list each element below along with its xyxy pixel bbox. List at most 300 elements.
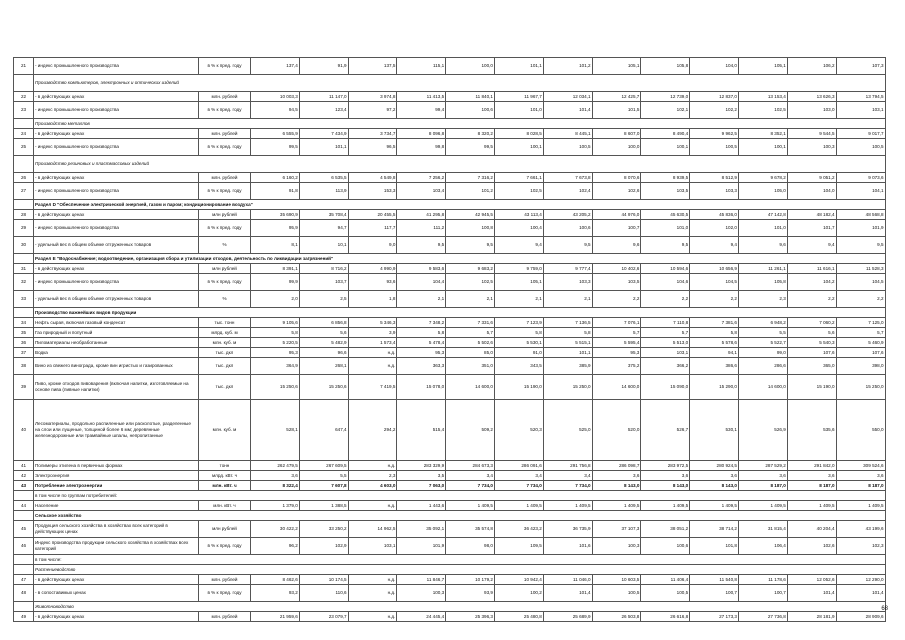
value-cell: 30 422,2 (251, 521, 300, 538)
value-cell: 286,6 (738, 358, 787, 375)
table-row (14, 400, 886, 461)
row-label-cell: Пиломатериалы необработанные (34, 338, 199, 348)
row-number-cell: 28 (14, 210, 34, 220)
value-cell: 102,6 (787, 538, 836, 555)
table-row (14, 602, 886, 612)
value-cell: 3,6 (251, 471, 300, 481)
value-cell: 5 530,1 (494, 338, 543, 348)
value-cell: 520,3 (494, 400, 543, 461)
value-cell: 8 512,9 (690, 173, 739, 183)
value-cell: 104,0 (787, 183, 836, 200)
page-number: 68 (881, 606, 888, 612)
value-cell: 7 734,0 (446, 481, 495, 491)
value-cell: 5 478,4 (397, 338, 446, 348)
value-cell: 2,1 (494, 291, 543, 308)
row-label-cell: - в действующих ценах (34, 92, 199, 102)
value-cell: 4 603,0 (348, 481, 397, 491)
value-cell: 291 842,0 (787, 461, 836, 471)
value-cell: 26 503,8 (592, 612, 641, 622)
table-row (14, 471, 886, 481)
unit-cell: млн рублей (199, 210, 251, 220)
row-number-cell: 26 (14, 173, 34, 183)
value-cell: 5,8 (397, 328, 446, 338)
value-cell: 100,7 (592, 220, 641, 237)
table-row (14, 461, 886, 471)
value-cell: 102,5 (738, 102, 787, 119)
value-cell: 9 073,6 (836, 173, 885, 183)
row-number-cell: 42 (14, 471, 34, 481)
value-cell: 9 544,5 (787, 129, 836, 139)
table-row (14, 575, 886, 585)
table-row (14, 119, 886, 129)
value-cell: 7 063,0 (397, 481, 446, 491)
value-cell: 11 046,0 (543, 575, 592, 585)
value-cell: 107,3 (836, 58, 885, 75)
value-cell: 100,0 (592, 139, 641, 156)
value-cell: 3,6 (787, 471, 836, 481)
value-cell: 100,5 (836, 139, 885, 156)
row-label-cell: Производство резиновых и пластмассовых изделий (34, 156, 886, 173)
unit-cell: в % к пред. году (199, 585, 251, 602)
value-cell: 9,6 (738, 237, 787, 254)
unit-cell: тыс. дкл (199, 375, 251, 400)
value-cell: 44 976,0 (592, 210, 641, 220)
value-cell: 284 673,3 (446, 461, 495, 471)
value-cell: 9 678,2 (738, 173, 787, 183)
value-cell: 528,1 (251, 400, 300, 461)
unit-cell: % (199, 291, 251, 308)
table-row (14, 264, 886, 274)
value-cell: 5,8 (251, 328, 300, 338)
table-row (14, 139, 886, 156)
row-number-cell (14, 254, 34, 264)
value-cell: 7 734,0 (543, 481, 592, 491)
row-number-cell (14, 119, 34, 129)
value-cell: 7 256,2 (397, 173, 446, 183)
value-cell: 286 091,6 (494, 461, 543, 471)
value-cell: 94,7 (299, 220, 348, 237)
value-cell: 101,6 (543, 538, 592, 555)
value-cell: 15 090,0 (641, 375, 690, 400)
value-cell: 283 329,9 (397, 461, 446, 471)
value-cell: 95,9 (251, 220, 300, 237)
row-label-cell: Нефть сырая, включая газовый конденсат (34, 318, 199, 328)
value-cell: 10 603,5 (592, 575, 641, 585)
value-cell: 2,2 (592, 291, 641, 308)
value-cell: 100,1 (641, 139, 690, 156)
table-row (14, 501, 886, 511)
row-label-cell: - в действующих ценах (34, 129, 199, 139)
row-label-cell: Производство компьютеров, электронных и оптических изделий (34, 75, 886, 92)
value-cell: 12 837,0 (690, 92, 739, 102)
value-cell: 10 594,6 (641, 264, 690, 274)
row-label-cell: - в сопоставимых ценах (34, 585, 199, 602)
value-cell: 1 409,5 (641, 501, 690, 511)
value-cell: 3,6 (690, 471, 739, 481)
value-cell: 8 143,0 (690, 481, 739, 491)
row-label-cell: - в действующих ценах (34, 612, 199, 622)
row-label-cell: - в действующих ценах (34, 173, 199, 183)
value-cell: 515,4 (397, 400, 446, 461)
value-cell: 94,5 (251, 102, 300, 119)
value-cell: 2,1 (543, 291, 592, 308)
value-cell: 525,0 (543, 400, 592, 461)
row-number-cell: 41 (14, 461, 34, 471)
value-cell: 526,7 (641, 400, 690, 461)
table-body (14, 58, 886, 622)
row-label-cell: Сельское хозяйство (34, 511, 886, 521)
value-cell: 8 187,0 (787, 481, 836, 491)
row-label-cell: Производство важнейших видов продукции (34, 308, 886, 318)
value-cell: 9,5 (446, 237, 495, 254)
value-cell: 101,2 (446, 183, 495, 200)
value-cell: 11 616,1 (787, 264, 836, 274)
value-cell: 100,3 (787, 139, 836, 156)
row-number-cell: 22 (14, 92, 34, 102)
row-label-cell: Индекс производства продукции сельского хозяйства в хозяйствах всех категорий (34, 538, 199, 555)
unit-cell: млн. рублей (199, 612, 251, 622)
value-cell: 5,5 (299, 471, 348, 481)
row-label-cell: Лесоматериалы, продольно распиленные или расколотые, разделенные на слои или лущеные, толщиной более 6 мм; деревянные железнодорожные или трамвайные шпалы, непропитанные (34, 400, 199, 461)
row-number-cell: 25 (14, 139, 34, 156)
table-row (14, 129, 886, 139)
value-cell: 95,3 (251, 348, 300, 358)
value-cell: 101,9 (397, 538, 446, 555)
row-label-cell: - удельный вес в общем объеме отгруженных товаров (34, 237, 199, 254)
value-cell: 5 346,3 (348, 318, 397, 328)
value-cell: 95,3 (397, 348, 446, 358)
value-cell: 8 187,0 (738, 481, 787, 491)
value-cell: 31 815,4 (738, 521, 787, 538)
value-cell: 550,0 (836, 400, 885, 461)
value-cell: 21 959,6 (251, 612, 300, 622)
row-label-cell: - в действующих ценах (34, 575, 199, 585)
value-cell: 283 972,5 (641, 461, 690, 471)
value-cell: 11 147,0 (299, 92, 348, 102)
row-label-cell: Полимеры этилена в первичных формах (34, 461, 199, 471)
value-cell: 41 295,8 (397, 210, 446, 220)
row-label-cell: - в действующих ценах (34, 264, 199, 274)
table-row (14, 210, 886, 220)
value-cell: 8 322,4 (251, 481, 300, 491)
row-label-cell: Животноводство (34, 602, 886, 612)
value-cell: 5 513,0 (641, 338, 690, 348)
value-cell: 2,5 (299, 291, 348, 308)
value-cell: 1 409,5 (836, 501, 885, 511)
value-cell: 535,6 (787, 400, 836, 461)
value-cell: 100,5 (641, 585, 690, 602)
value-cell: 101,7 (787, 220, 836, 237)
value-cell: 530,1 (690, 400, 739, 461)
row-number-cell: 37 (14, 348, 34, 358)
unit-cell: тонн (199, 461, 251, 471)
value-cell: 93,6 (348, 274, 397, 291)
row-number-cell (14, 75, 34, 92)
value-cell: 9 777,4 (543, 264, 592, 274)
value-cell: 8 352,1 (738, 129, 787, 139)
value-cell: 262 479,5 (251, 461, 300, 471)
value-cell: 7 434,9 (299, 129, 348, 139)
value-cell: 8 462,6 (251, 575, 300, 585)
value-cell: 102,2 (690, 102, 739, 119)
value-cell: 7 381,6 (690, 318, 739, 328)
value-cell: 15 190,0 (494, 375, 543, 400)
value-cell: 40 204,4 (787, 521, 836, 538)
value-cell: 28 909,6 (836, 612, 885, 622)
value-cell: 9 051,2 (787, 173, 836, 183)
value-cell: 5,6 (299, 328, 348, 338)
value-cell: 35 690,9 (251, 210, 300, 220)
row-label-cell: в том числе: (34, 555, 886, 565)
value-cell: 1 573,4 (348, 338, 397, 348)
value-cell: 101,0 (494, 102, 543, 119)
value-cell: 37 107,3 (592, 521, 641, 538)
row-number-cell: 24 (14, 129, 34, 139)
value-cell: 27 173,3 (690, 612, 739, 622)
value-cell: 9,5 (397, 237, 446, 254)
row-label-cell: - индекс промышленного производства (34, 220, 199, 237)
value-cell: 15 250,6 (299, 375, 348, 400)
table-row (14, 173, 886, 183)
forecast-table (13, 57, 886, 622)
row-number-cell: 39 (14, 375, 34, 400)
value-cell: 105,8 (641, 58, 690, 75)
value-cell: 1 409,5 (738, 501, 787, 511)
value-cell: 9,4 (494, 237, 543, 254)
value-cell: 5 482,9 (299, 338, 348, 348)
value-cell: 10 003,3 (251, 92, 300, 102)
value-cell: 5,7 (836, 328, 885, 338)
row-number-cell: 45 (14, 521, 34, 538)
value-cell: 91,8 (251, 183, 300, 200)
value-cell: 1 388,5 (299, 501, 348, 511)
value-cell: 91,0 (494, 348, 543, 358)
value-cell: 115,1 (397, 58, 446, 75)
value-cell: 12 290,0 (836, 575, 885, 585)
value-cell: 286 098,7 (592, 461, 641, 471)
value-cell: 8 028,5 (494, 129, 543, 139)
value-cell: 100,3 (592, 538, 641, 555)
row-number-cell: 47 (14, 575, 34, 585)
row-label-cell: Растениеводство (34, 565, 886, 575)
table-row (14, 491, 886, 501)
row-number-cell: 35 (14, 328, 34, 338)
value-cell: 11 840,1 (446, 92, 495, 102)
table-row (14, 328, 886, 338)
value-cell: 100,1 (494, 139, 543, 156)
unit-cell: млн. рублей (199, 92, 251, 102)
value-cell: 38 051,2 (641, 521, 690, 538)
row-number-cell: 36 (14, 338, 34, 348)
value-cell: 375,2 (592, 358, 641, 375)
value-cell: 102,5 (494, 183, 543, 200)
table-row (14, 585, 886, 602)
value-cell: 8 607,0 (592, 129, 641, 139)
unit-cell: в % к пред. году (199, 220, 251, 237)
value-cell: 365,0 (787, 358, 836, 375)
value-cell: 101,5 (592, 102, 641, 119)
value-cell: 647,4 (299, 400, 348, 461)
value-cell: 3 734,7 (348, 129, 397, 139)
value-cell: 1 409,5 (543, 501, 592, 511)
value-cell: 9,4 (787, 237, 836, 254)
row-label-cell: в том числе по группам потребителей: (34, 491, 886, 501)
value-cell: н.д. (348, 575, 397, 585)
value-cell: 3,6 (592, 471, 641, 481)
value-cell: 103,5 (641, 183, 690, 200)
value-cell: 95,3 (592, 348, 641, 358)
value-cell: 103,5 (592, 274, 641, 291)
value-cell: 103,1 (641, 348, 690, 358)
value-cell: 11 528,3 (836, 264, 885, 274)
value-cell: 15 250,6 (251, 375, 300, 400)
value-cell: 110,6 (299, 585, 348, 602)
value-cell: 13 794,5 (836, 92, 885, 102)
value-cell: 3,4 (494, 471, 543, 481)
value-cell: 102,3 (836, 538, 885, 555)
row-number-cell (14, 308, 34, 318)
value-cell: 5,7 (446, 328, 495, 338)
value-cell: 3 974,8 (348, 92, 397, 102)
value-cell: 6 535,5 (299, 173, 348, 183)
value-cell: 99,5 (251, 139, 300, 156)
unit-cell: млн. рублей (199, 575, 251, 585)
value-cell: 3,4 (543, 471, 592, 481)
value-cell: 9,4 (690, 237, 739, 254)
value-cell: н.д. (348, 461, 397, 471)
value-cell: 12 052,6 (787, 575, 836, 585)
value-cell: 5,6 (787, 328, 836, 338)
value-cell: 1 409,5 (494, 501, 543, 511)
unit-cell: млн. кВт. ч (199, 501, 251, 511)
row-label-cell: Раздел Е "Водоснабжение; водоотведение, организация сбора и утилизации отходов, деятельность по ликвидации загрязнений" (34, 254, 886, 264)
value-cell: 100,7 (690, 585, 739, 602)
value-cell: 100,5 (690, 139, 739, 156)
value-cell: 3,4 (446, 471, 495, 481)
value-cell: 2,3 (738, 291, 787, 308)
table-row (14, 156, 886, 173)
value-cell: 8 187,0 (836, 481, 885, 491)
value-cell: 109,5 (494, 538, 543, 555)
value-cell: 2,1 (397, 291, 446, 308)
value-cell: 5,8 (494, 328, 543, 338)
value-cell: 5 522,7 (738, 338, 787, 348)
value-cell: 8 716,2 (299, 264, 348, 274)
unit-cell: в % к пред. году (199, 102, 251, 119)
value-cell: 5 595,4 (592, 338, 641, 348)
value-cell: 9 017,7 (836, 129, 885, 139)
row-number-cell: 48 (14, 585, 34, 602)
value-cell: 8 070,6 (592, 173, 641, 183)
value-cell: 99,0 (738, 348, 787, 358)
value-cell: 9 962,5 (690, 129, 739, 139)
table-row (14, 92, 886, 102)
value-cell: 5,8 (543, 328, 592, 338)
row-number-cell: 49 (14, 612, 34, 622)
value-cell: 8 939,5 (641, 173, 690, 183)
value-cell: 5 460,9 (836, 338, 885, 348)
value-cell: 101,1 (299, 139, 348, 156)
value-cell: 7 123,9 (494, 318, 543, 328)
row-number-cell: 43 (14, 481, 34, 491)
row-number-cell: 23 (14, 102, 34, 119)
row-label-cell: Пиво, кроме отходов пивоварения (включая напитки, изготовляемые на основе пива (пивные напитки) (34, 375, 199, 400)
value-cell: 96,6 (299, 348, 348, 358)
unit-cell: тыс. дкл (199, 358, 251, 375)
value-cell: 3,5 (397, 471, 446, 481)
value-cell: 7 734,0 (494, 481, 543, 491)
value-cell: 101,2 (543, 58, 592, 75)
table-row (14, 555, 886, 565)
value-cell: 106,2 (787, 58, 836, 75)
value-cell: 14 600,0 (738, 375, 787, 400)
value-cell: 14 962,5 (348, 521, 397, 538)
value-cell: 20 455,5 (348, 210, 397, 220)
value-cell: 103,7 (299, 274, 348, 291)
value-cell: 7 661,1 (494, 173, 543, 183)
value-cell: 5,7 (592, 328, 641, 338)
value-cell: 10 402,6 (592, 264, 641, 274)
value-cell: 5,5 (738, 328, 787, 338)
value-cell: 48 568,8 (836, 210, 885, 220)
row-number-cell (14, 156, 34, 173)
value-cell: 23 079,7 (299, 612, 348, 622)
value-cell: 520,0 (592, 400, 641, 461)
table-row (14, 308, 886, 318)
value-cell: 398,0 (836, 358, 885, 375)
value-cell: 28 181,9 (787, 612, 836, 622)
unit-cell: млн. рублей (199, 129, 251, 139)
row-label-cell: - в действующих ценах (34, 210, 199, 220)
row-number-cell: 32 (14, 274, 34, 291)
value-cell: 385,9 (543, 358, 592, 375)
value-cell: 351,0 (446, 358, 495, 375)
value-cell: н.д. (348, 585, 397, 602)
unit-cell: тыс. дкл (199, 348, 251, 358)
table-row (14, 200, 886, 210)
value-cell: 101,4 (787, 585, 836, 602)
value-cell: 1 409,5 (690, 501, 739, 511)
table-row (14, 612, 886, 622)
unit-cell: в % к пред. году (199, 139, 251, 156)
row-label-cell: - индекс промышленного производства (34, 102, 199, 119)
value-cell: 9,6 (592, 237, 641, 254)
value-cell: 8,1 (251, 237, 300, 254)
table-row (14, 274, 886, 291)
table-row (14, 291, 886, 308)
value-cell: 7 316,2 (446, 173, 495, 183)
row-label-cell: Производство металлов (34, 119, 886, 129)
value-cell: 11 178,6 (738, 575, 787, 585)
value-cell: 7 110,8 (641, 318, 690, 328)
value-cell: 9 683,2 (446, 264, 495, 274)
value-cell: 15 250,0 (543, 375, 592, 400)
unit-cell: млн рублей (199, 521, 251, 538)
value-cell: 2,2 (787, 291, 836, 308)
value-cell: 47 142,8 (738, 210, 787, 220)
value-cell: 45 836,0 (690, 210, 739, 220)
value-cell: 14 600,0 (446, 375, 495, 400)
value-cell: 8 391,1 (251, 264, 300, 274)
value-cell: 10 656,9 (690, 264, 739, 274)
value-cell: 6 160,2 (251, 173, 300, 183)
value-cell: 104,5 (836, 274, 885, 291)
statistics-table-page (13, 57, 885, 622)
value-cell: 9,5 (543, 237, 592, 254)
value-cell: 10,1 (299, 237, 348, 254)
value-cell: 366,2 (641, 358, 690, 375)
value-cell: 6 948,2 (738, 318, 787, 328)
